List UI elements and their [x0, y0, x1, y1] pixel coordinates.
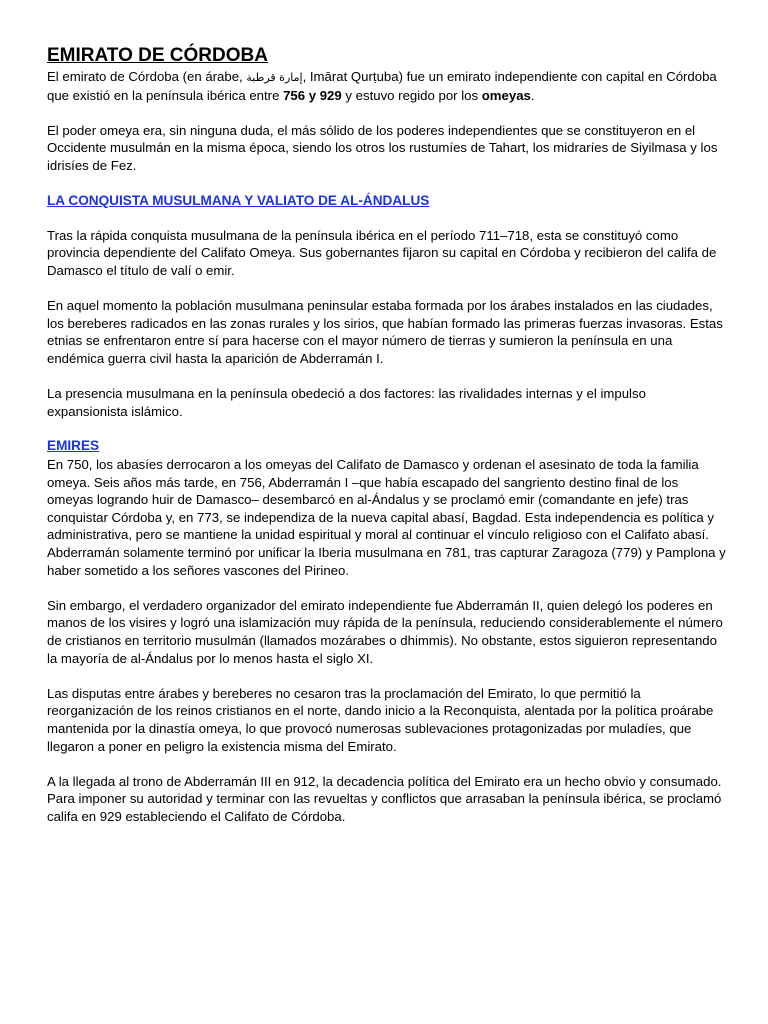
intro-paragraph-1: [47, 68, 727, 104]
conquista-paragraph-3: La presencia musulmana en la península obedeció a dos factores: las rivalidades internas y el impulso expansionista islámico.: [47, 385, 646, 419]
section-heading-emires[interactable]: EMIRES: [47, 438, 100, 454]
arabic-name: إمارة قرطبة: [246, 71, 303, 84]
emires-paragraph-3: Las disputas entre árabes y bereberes no cesaron tras la proclamación del Emirato, lo que permitió la reorganización de los reinos cristianos en el norte, dando inicio a la Reconquista, alentada por la política proárabe mantenida por la dinastía omeya, lo que provocó numerosas sublevaciones protagonizadas por muladíes, que llegaron a poner en peligro la existencia misma del Emirato.: [47, 685, 714, 754]
intro-text-d: .: [530, 87, 535, 103]
conquista-paragraph-2: En aquel momento la población musulmana peninsular estaba formada por los árabes instalados en las ciudades, los bereberes radicados en las zonas rurales y los sirios, que habían formado las primeras fuerzas invasoras. Estas etnias se enfrentaron entre sí para hacerse con el mayor número de tierras y sumieron la península en una endémica guerra civil hasta la aparición de Abderramán I.: [47, 297, 723, 366]
emires-paragraph-1: En 750, los abasíes derrocaron a los omeyas del Califato de Damasco y ordenan el asesinato de toda la familia omeya. Seis años más tarde, en 756, Abderramán I –que había escapado del sangriento destino final de los omeyas logrando huir de Damasco– desembarcó en al-Ándalus y se proclamó emir (comandante en jefe) tras conquistar Córdoba y, en 773, se independiza de la nueva capital abasí, Bagdad. Esta independencia es política y administrativa, pero se mantiene la unidad espiritual y moral al continuar el vínculo religioso con el Califato abasí. Abderramán solamente terminó por unificar la Iberia musulmana en 781, tras capturar Zaragoza (779) y Pamplona y haber sometido a los señores vascones del Pirineo.: [47, 457, 726, 578]
intro-text-c: y estuvo regido por los: [341, 87, 482, 103]
document-title: EMIRATO DE CÓRDOBA: [47, 45, 268, 66]
section-heading-conquista[interactable]: LA CONQUISTA MUSULMANA Y VALIATO DE AL-ÁNDALUS: [47, 192, 430, 208]
emires-paragraph-2: Sin embargo, el verdadero organizador del emirato independiente fue Abderramán II, quien delegó los poderes en manos de los visires y logró una islamización muy rápida de la península, reduciendo considerablemente el número de cristianos en territorio musulmán (llamados mozárabes o dhimmis). No obstante, estos siguieron representando la mayoría de al-Ándalus por lo menos hasta el siglo XI.: [47, 597, 723, 666]
intro-text-a: El emirato de Córdoba (en árabe,: [47, 69, 247, 84]
document-page: [47, 44, 727, 826]
intro-years: 756 y 929: [283, 87, 342, 103]
intro-paragraph-2: El poder omeya era, sin ninguna duda, el más sólido de los poderes independientes que se constituyeron en el Occidente musulmán en la misma época, siendo los otros los rustumíes de Tahart, los midraríes de Siyilmasa y los idrisíes de Fez.: [47, 122, 718, 173]
conquista-paragraph-1: Tras la rápida conquista musulmana de la península ibérica en el período 711–718, esta se constituyó como provincia dependiente del Califato Omeya. Sus gobernantes fijaron su capital en Córdoba y recibieron del califa de Damasco el título de valí o emir.: [47, 227, 717, 278]
intro-text-b: , Imārat Qurṭuba) fue un emirato independiente con capital en Córdoba que existió en la península ibérica entre: [47, 69, 717, 103]
emires-paragraph-4: A la llegada al trono de Abderramán III en 912, la decadencia política del Emirato era un hecho obvio y consumado. Para imponer su autoridad y terminar con las revueltas y conflictos que arrasaban la península ibérica, se proclamó califa en 929 estableciendo el Califato de Córdoba.: [47, 773, 722, 824]
intro-omeyas: omeyas: [481, 87, 531, 103]
